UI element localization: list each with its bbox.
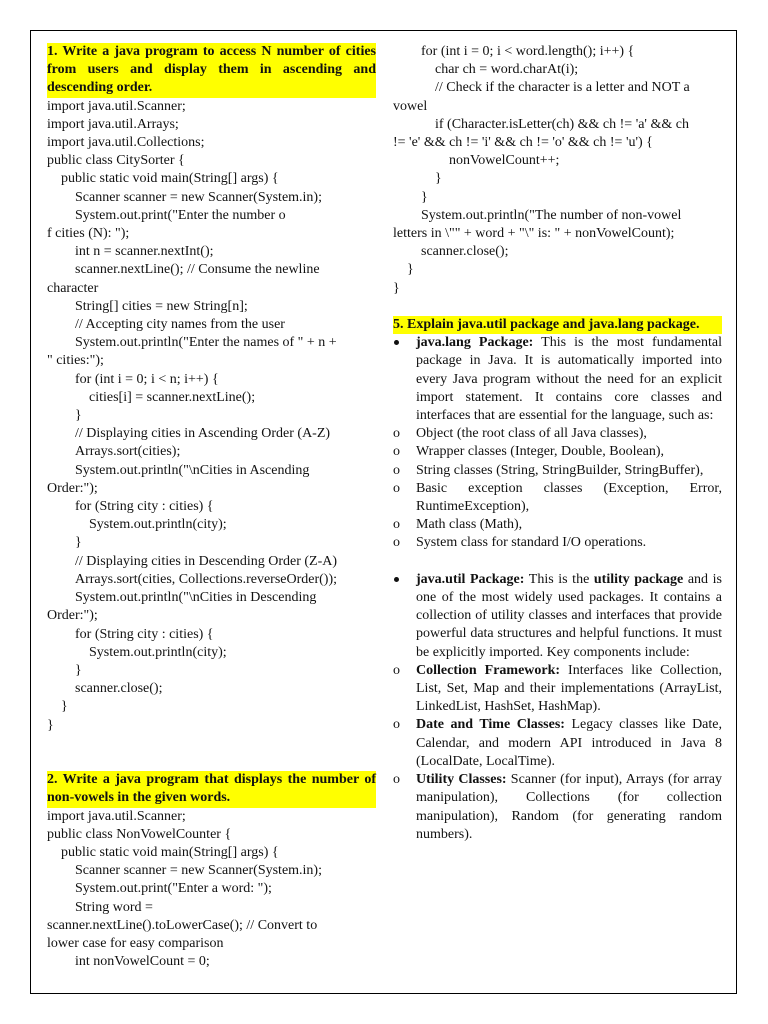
code-line: } <box>47 408 82 424</box>
code-line: } <box>393 189 428 205</box>
java-util-list-item <box>393 662 722 717</box>
code-line: for (String city : cities) { <box>47 626 214 642</box>
code-line: } <box>393 262 414 278</box>
code-line: import java.util.Arrays; <box>47 116 179 132</box>
code-line: f cities (N): "); <box>47 226 130 242</box>
java-util-list <box>393 662 722 844</box>
code-line: String word = <box>47 899 153 915</box>
java-util-description-end: and is one of the most widely used packages. It contains a collection of utility classes and interfaces that provide powerful data structures and helpful functions. It must be explicitly imported. Key components include: <box>416 571 722 660</box>
list-item-text: Scanner (for input), Arrays (for array manipulation), Collections (for collection manipulation), Random (for generating random numbers). <box>416 772 722 842</box>
code-line: // Displaying cities in Ascending Order (A-Z) <box>47 426 331 442</box>
list-item-text: Legacy classes like Date, Calendar, and modern API introduced in Java 8 (LocalDate, LocalTime). <box>416 717 722 769</box>
java-lang-list-item <box>393 480 722 516</box>
code-line: Order:"); <box>47 608 98 624</box>
java-util-description-start: This is the <box>524 571 594 587</box>
code-line: lower case for easy comparison <box>47 935 224 951</box>
code-line: } <box>47 535 82 551</box>
list-item-text: Interfaces like Collection, List, Set, Map and their implementations (ArrayList, LinkedList, HashSet, HashMap). <box>416 662 723 715</box>
code-line: } <box>393 171 442 187</box>
list-item-text: Basic exception classes (Exception, Error, RuntimeException), <box>416 480 722 515</box>
code-line: int n = scanner.nextInt(); <box>47 244 214 260</box>
code-line: for (int i = 0; i < n; i++) { <box>47 371 219 387</box>
list-item-text: Math class (Math), <box>416 517 523 533</box>
java-lang-list-item <box>393 443 722 461</box>
java-util-list-item <box>393 771 722 844</box>
java-lang-bullet <box>393 334 722 425</box>
code-line: char ch = word.charAt(i); <box>393 62 579 78</box>
java-lang-list <box>393 425 722 552</box>
java-lang-list-item <box>393 534 722 552</box>
code-line: System.out.println("The number of non-vowel <box>393 207 682 223</box>
code-line: System.out.print("Enter the number o <box>47 207 286 223</box>
code-line: cities[i] = scanner.nextLine(); <box>47 389 256 405</box>
code-line: } <box>393 280 400 296</box>
question-2-code-continued <box>393 43 722 298</box>
code-line: int nonVowelCount = 0; <box>47 954 210 970</box>
question-1-code <box>47 98 376 735</box>
right-column <box>393 43 722 844</box>
list-item-title: Utility Classes: <box>416 772 507 788</box>
bullet-icon <box>394 577 399 582</box>
code-line: } <box>47 699 68 715</box>
java-util-title: java.util Package: <box>416 571 525 587</box>
code-line: for (int i = 0; i < word.length(); i++) { <box>393 44 635 59</box>
sub-bullet-marker: o <box>393 480 400 496</box>
sub-bullet-marker: o <box>393 772 400 788</box>
code-line: public class NonVowelCounter { <box>47 826 232 842</box>
code-line: System.out.println("\nCities in Ascending <box>47 462 310 478</box>
sub-bullet-marker: o <box>393 517 400 533</box>
code-line: System.out.print("Enter a word: "); <box>47 881 272 897</box>
code-line: public class CitySorter { <box>47 153 185 169</box>
code-line: System.out.println("\nCities in Descending <box>47 590 317 606</box>
list-item-text: String classes (String, StringBuilder, StringBuffer), <box>416 462 704 478</box>
code-line: import java.util.Collections; <box>47 135 205 151</box>
question-2-code <box>47 808 376 972</box>
sub-bullet-marker: o <box>393 717 400 733</box>
document-page <box>30 30 737 994</box>
code-line: letters in \"" + word + "\" is: " + nonVowelCount); <box>393 226 675 242</box>
code-line: scanner.nextLine(); // Consume the newline <box>47 262 320 278</box>
code-line: // Accepting city names from the user <box>47 317 285 333</box>
sub-bullet-marker: o <box>393 662 400 678</box>
sub-bullet-marker: o <box>393 426 400 442</box>
java-lang-list-item <box>393 425 722 443</box>
code-line: System.out.println("Enter the names of " + n + <box>47 335 337 351</box>
code-line: scanner.nextLine().toLowerCase(); // Convert to <box>47 917 318 933</box>
code-line: for (String city : cities) { <box>47 499 214 515</box>
code-line: vowel <box>393 98 428 114</box>
list-item-text: Wrapper classes (Integer, Double, Boolean), <box>416 444 665 460</box>
list-item-title: Collection Framework: <box>416 662 561 678</box>
question-1-heading: 1. Write a java program to access N number of cities from users and display them in ascending and descending order. <box>47 43 376 98</box>
code-line: != 'e' && ch != 'i' && ch != 'o' && ch != 'u') { <box>393 135 653 151</box>
list-item-text: Object (the root class of all Java classes), <box>416 426 647 442</box>
java-lang-list-item <box>393 516 722 534</box>
list-item-title: Date and Time Classes: <box>416 717 565 733</box>
sub-bullet-marker: o <box>393 535 400 551</box>
code-line: import java.util.Scanner; <box>47 98 186 114</box>
code-line: // Check if the character is a letter and NOT a <box>393 80 690 96</box>
code-line: public static void main(String[] args) { <box>47 844 279 860</box>
java-lang-title: java.lang Package: <box>416 335 534 351</box>
code-line: scanner.close(); <box>393 244 509 260</box>
code-line: System.out.println(city); <box>47 644 227 660</box>
code-line: if (Character.isLetter(ch) && ch != 'a' && ch <box>393 116 689 132</box>
code-line: " cities:"); <box>47 353 104 369</box>
code-line: System.out.println(city); <box>47 517 227 533</box>
code-line: Order:"); <box>47 480 98 496</box>
code-line: public static void main(String[] args) { <box>47 171 279 187</box>
question-2-heading: 2. Write a java program that displays the number of non-vowels in the given words. <box>47 771 376 807</box>
code-line: Scanner scanner = new Scanner(System.in); <box>47 189 322 205</box>
java-util-list-item <box>393 716 722 771</box>
code-line: // Displaying cities in Descending Order (Z-A) <box>47 553 338 569</box>
left-column <box>47 43 376 971</box>
sub-bullet-marker: o <box>393 462 400 478</box>
code-line: Scanner scanner = new Scanner(System.in); <box>47 863 322 879</box>
java-util-bullet <box>393 571 722 662</box>
java-util-description-bold: utility package <box>593 571 684 587</box>
question-5-heading: 5. Explain java.util package and java.lang package. <box>393 316 722 334</box>
code-line: import java.util.Scanner; <box>47 808 186 824</box>
code-line: String[] cities = new String[n]; <box>47 298 248 314</box>
code-line: } <box>47 717 54 733</box>
list-item-text: System class for standard I/O operations. <box>416 535 647 551</box>
sub-bullet-marker: o <box>393 444 400 460</box>
code-line: Arrays.sort(cities); <box>47 444 181 460</box>
bullet-icon <box>394 340 399 345</box>
code-line: character <box>47 280 99 296</box>
code-line: scanner.close(); <box>47 681 163 697</box>
java-lang-list-item <box>393 462 722 480</box>
code-line: nonVowelCount++; <box>393 153 560 169</box>
java-lang-description: This is the most fundamental package in Java. It is automatically imported into every Java program without the need for an explicit import statement. It contains core classes and interfaces that are essential for the language, such as: <box>416 335 722 424</box>
code-line: } <box>47 662 82 678</box>
code-line: Arrays.sort(cities, Collections.reverseOrder()); <box>47 571 338 587</box>
